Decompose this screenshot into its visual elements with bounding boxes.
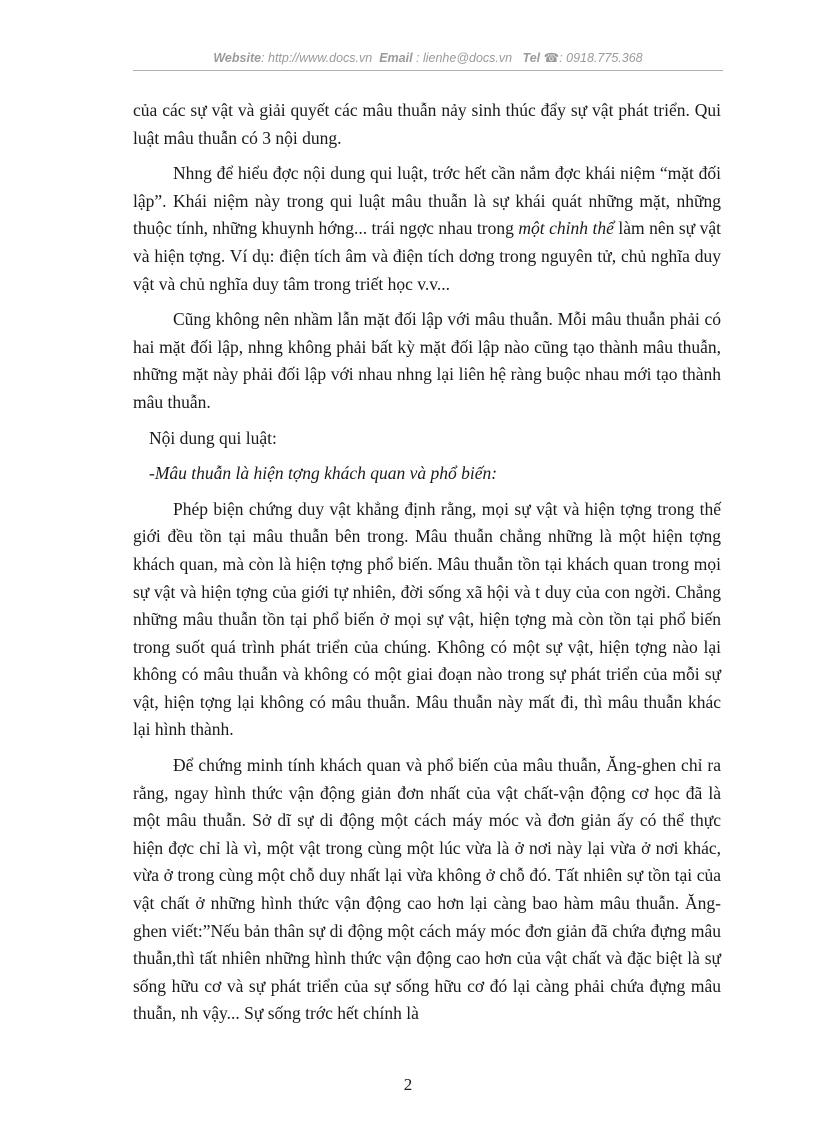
- tel-number: : 0918.775.368: [559, 51, 643, 65]
- page-number: 2: [403, 1075, 413, 1094]
- paragraph-2-part-a: Nhng để hiểu đợc nội dung qui luật, trớc hết cần nắm đợc khái niệm “mặt đối lập”. Khái niệm này trong qui luật mâu thuẫn là sự khái quát những mặt, những thuộc tính, những khuynh hớng... trái ngợc nhau trong: [133, 163, 721, 239]
- email-address: : lienhe@docs.vn: [416, 51, 513, 65]
- phone-icon: ☎: [543, 51, 560, 65]
- paragraph-3: Cũng không nên nhầm lẫn mặt đối lập với mâu thuẫn. Mỗi mâu thuẫn phải có hai mặt đối lập, nhng không phải bất kỳ mặt đối lập nào cũng tạo thành mâu thuẫn, những mặt này phải đối lập với nhau nhng lại liên hệ ràng buộc nhau mới tạo thành mâu thuẫn.: [133, 309, 721, 412]
- website-label: Website: [213, 51, 262, 65]
- paragraph-7: Để chứng minh tính khách quan và phổ biến của mâu thuẫn, Ăng-ghen chỉ ra rằng, ngay hình thức vận động giản đơn nhất của vật chất-vận động cơ học đã là một mâu thuẫn. Sở dĩ sự di động một cách máy móc và đơn giản ấy có thể thực hiện đợc chỉ là vì, một vật trong cùng một lúc vừa là ở nơi này lại vừa ở nơi khác, vừa ở trong cùng một chỗ duy nhất lại vừa không ở chỗ đó. Tất nhiên sự tồn tại của vật chất ở những hình thức vận động cao hơn lại càng bao hàm mâu thuẫn. Ăng-ghen viết:”Nếu bản thân sự di động một cách máy móc đơn giản đã chứa đựng mâu thuẫn,thì tất nhiên những hình thức vận động cao hơn của vật chất và đặc biệt là sự sống hữu cơ và sự phát triển của sự sống hữu cơ đó lại càng phải chứa đựng mâu thuẫn, nh vậy... Sự sống trớc hết chính là: [133, 755, 721, 1024]
- email-label: Email: [379, 51, 413, 65]
- paragraph-6: Phép biện chứng duy vật khẳng định rằng, mọi sự vật và hiện tợng trong thế giới đều tồn tại mâu thuẫn bên trong. Mâu thuẫn chẳng những là một hiện tợng khách quan, mà còn là hiện tợng phổ biến. Mâu thuẫn tồn tại khách quan trong mọi sự vật và hiện tợng của giới tự nhiên, đời sống xã hội và t duy của con ngời. Chẳng những mâu thuẫn tồn tại phổ biến ở mọi sự vật, hiện tợng mà còn tồn tại phổ biến trong suốt quá trình phát triển của chúng. Không có một sự vật, hiện tợng nào lại không có mâu thuẫn và không có một giai đoạn nào trong sự phát triển của mỗi sự vật, hiện tợng lại không có mâu thuẫn. Mâu thuẫn này mất đi, thì mâu thuẫn khác lại hình thành.: [133, 498, 721, 740]
- paragraph-2: [133, 160, 721, 298]
- paragraph-1: của các sự vật và giải quyết các mâu thuẫn nảy sinh thúc đẩy sự vật phát triển. Qui luật mâu thuẫn có 3 nội dung.: [133, 100, 721, 148]
- header-divider: [133, 70, 723, 71]
- document-body: [133, 97, 721, 1036]
- website-url: : http://www.docs.vn: [261, 51, 373, 65]
- section-label: Nội dung qui luật:: [149, 427, 277, 448]
- paragraph-2-italic: một chỉnh thể: [518, 218, 614, 239]
- tel-label: Tel: [522, 51, 541, 65]
- page-header: [133, 50, 723, 65]
- section-heading: -Mâu thuẫn là hiện tợng khách quan và phổ biến:: [149, 463, 498, 484]
- paragraph-2-part-b: làm nên sự vật và hiện tợng. Ví dụ: điện tích âm và điện tích dơng trong nguyên tử, chủ nghĩa duy vật và chủ nghĩa duy tâm trong triết học v.v...: [133, 218, 722, 294]
